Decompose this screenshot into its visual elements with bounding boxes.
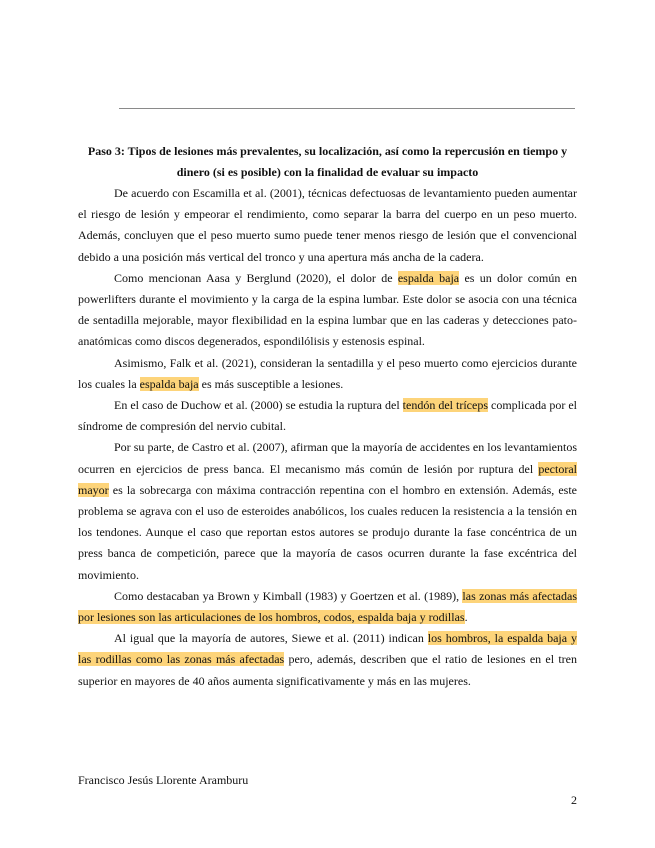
highlighted-text: tendón del tríceps (402, 398, 488, 413)
paragraph: Al igual que la mayoría de autores, Siewe et al. (2011) indican los hombros, la espalda baja y las rodillas como las zonas más afectadas pero, además, describen que el ratio de lesiones en el tren superior en mayores de 40 años aumenta significativamente y más en las mujeres. (78, 631, 577, 688)
body-text (78, 183, 577, 692)
paragraph: Por su parte, de Castro et al. (2007), afirman que la mayoría de accidentes en los levantamientos ocurren en ejercicios de press banca. El mecanismo más común de lesión por ruptura del pectoral mayor es la sobrecarga con máxima contracción repentina con el hombro en extensión. Además, este problema se agrava con el uso de esteroides anabólicos, los cuales reducen la resistencia a la tensión en los tendones. Aunque el caso que reportan estos autores se produjo durante la fase concéntrica de un press banca de competición, parece que la mayoría de casos ocurren durante la fase excéntrica del movimiento. (78, 440, 577, 582)
highlighted-text: espalda baja (139, 376, 199, 391)
paragraph: Como destacaban ya Brown y Kimball (1983) y Goertzen et al. (1989), las zonas más afectadas por lesiones son las articulaciones de los hombros, codos, espalda baja y rodillas. (78, 588, 577, 625)
highlighted-text: pectoral mayor (78, 461, 577, 497)
highlighted-text: las zonas más afectadas por lesiones son las articulaciones de los hombros, codos, espalda baja y rodillas (78, 588, 577, 625)
paragraph: En el caso de Duchow et al. (2000) se estudia la ruptura del tendón del tríceps complicada por el síndrome de compresión del nervio cubital. (78, 398, 577, 434)
highlighted-text: los hombros, la espalda baja y las rodillas como las zonas más afectadas (78, 631, 577, 667)
paragraph: Asimismo, Falk et al. (2021), consideran la sentadilla y el peso muerto como ejercicios durante los cuales la espalda baja es más susceptible a lesiones. (78, 355, 577, 391)
paragraph: Como mencionan Aasa y Berglund (2020), el dolor de espalda baja es un dolor común en powerlifters durante el movimiento y la carga de la espina lumbar. Este dolor se asocia con una técnica de sentadilla mejorable, mayor flexibilidad en la espina lumbar que en las caderas y detecciones pato-anatómicas como discos degenerados, espondilólisis y estenosis espinal. (78, 270, 578, 349)
paragraph: De acuerdo con Escamilla et al. (2001), técnicas defectuosas de levantamiento pueden aumentar el riesgo de lesión y empeorar el rendimiento, como separar la barra del cuerpo en un peso muerto. Además, concluyen que el peso muerto sumo puede tener menos riesgo de lesión que el convencional debido a una posición más vertical del tronco y una apertura más ancha de la cadera. (78, 186, 577, 264)
highlighted-text: espalda baja (397, 270, 460, 285)
section-heading: Paso 3: Tipos de lesiones más prevalentes, su localización, así como la repercusión en tiempo y dinero (si es posible) con la finalidad de evaluar su impacto (87, 144, 568, 179)
header-rule (119, 108, 575, 109)
page-number: 2 (571, 793, 577, 807)
footer-author: Francisco Jesús Llorente Aramburu (78, 773, 249, 787)
